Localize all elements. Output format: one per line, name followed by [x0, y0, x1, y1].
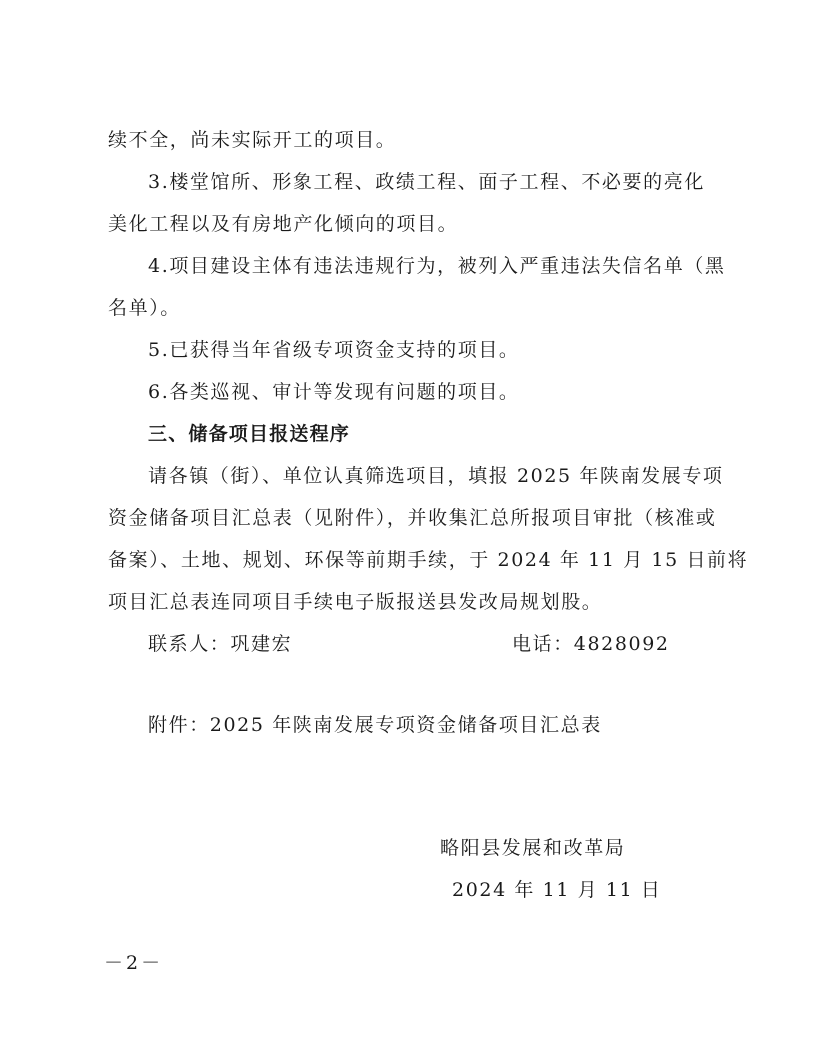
procedure-line-3: 备案）、土地、规划、环保等前期手续，于 2024 年 11 月 15 日前将: [108, 549, 749, 571]
body-line-4: 4.项目建设主体有违法违规行为，被列入严重违法失信名单（黑: [148, 255, 726, 277]
contact-person: 联系人：巩建宏: [148, 633, 293, 655]
page-number: －2－: [104, 952, 164, 974]
body-line-3: 美化工程以及有房地产化倾向的项目。: [108, 213, 459, 235]
body-line-6: 5.已获得当年省级专项资金支持的项目。: [148, 339, 520, 361]
contact-phone: 电话：4828092: [512, 633, 670, 655]
body-line-1: 续不全，尚未实际开工的项目。: [108, 129, 397, 151]
section-heading: 三、储备项目报送程序: [148, 423, 351, 445]
body-line-5: 名单）。: [108, 297, 181, 319]
procedure-line-1: 请各镇（街）、单位认真筛选项目，填报 2025 年陕南发展专项: [148, 465, 724, 487]
procedure-line-4: 项目汇总表连同项目手续电子版报送县发改局规划股。: [108, 591, 603, 613]
body-line-7: 6.各类巡视、审计等发现有问题的项目。: [148, 381, 520, 403]
signature-org: 略阳县发展和改革局: [440, 837, 626, 859]
procedure-line-2: 资金储备项目汇总表（见附件），并收集汇总所报项目审批（核准或: [108, 507, 717, 529]
body-line-2: 3.楼堂馆所、形象工程、政绩工程、面子工程、不必要的亮化: [148, 171, 705, 193]
attachment-line: 附件：2025 年陕南发展专项资金储备项目汇总表: [148, 714, 602, 736]
signature-date: 2024 年 11 月 11 日: [452, 879, 662, 901]
